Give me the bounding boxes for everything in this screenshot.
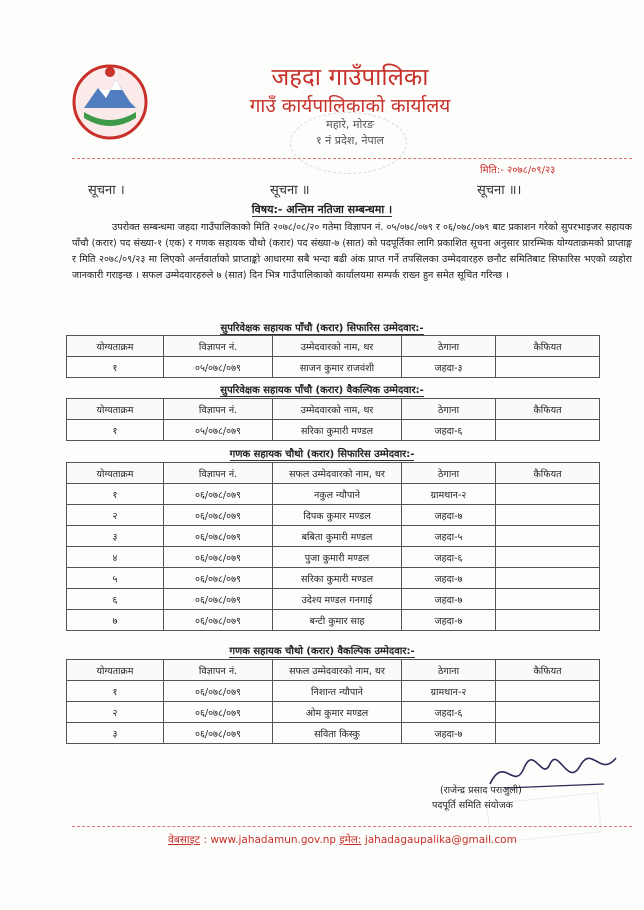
address-line-1: महारे, मोरङ: [326, 118, 374, 131]
cell-ad-number: ०६/०७८/०७९: [164, 681, 273, 702]
email-label: इमेल:: [339, 834, 362, 846]
column-header: विज्ञापन नं.: [164, 463, 273, 484]
cell-address: ग्रामथान-२: [402, 484, 496, 505]
cell-ad-number: ०५/०७८/०७९: [164, 357, 273, 378]
section-title: [0, 446, 644, 460]
table-row: [67, 357, 600, 378]
column-header: सफल उम्मेदवारको नाम, थर: [273, 660, 402, 681]
footer-contact: [168, 833, 517, 847]
section-title: [0, 320, 644, 334]
cell-address: जहदा-६: [402, 420, 496, 441]
header-divider: [72, 158, 632, 159]
table-row: [67, 702, 600, 723]
cell-rank: २: [67, 505, 164, 526]
section-title: [0, 643, 644, 657]
table-header-row: [67, 463, 600, 484]
cell-remarks: [496, 484, 600, 505]
cell-rank: ३: [67, 526, 164, 547]
cell-remarks: [496, 526, 600, 547]
cell-name: सरिका कुमारी मण्डल: [273, 568, 402, 589]
table-row: [67, 568, 600, 589]
table-header-row: [67, 399, 600, 420]
column-header: ठेगाना: [402, 660, 496, 681]
cell-remarks: [496, 723, 600, 744]
section-title: [0, 382, 644, 396]
cell-name: उदेश्य मण्डल गनगाई: [273, 589, 402, 610]
body-paragraph: उपरोक्त सम्बन्धमा जहदा गाउँपालिकाको मिति २०७८/०८/२० गतेमा विज्ञापन नं. ०५/०७८/०७९ र ०६/०७८/०७९ बाट प्रकाशन गरेको सुपरभाइजर सहायक पाँचौ (करार) पद संख्या-१ (एक) र गणक सहायक चौथो (करार) पद संख्या-७ (सात) को पदपूर्तिका लागि प्रकाशित सूचना अनुसार प्रारम्भिक योग्यताक्रमको प्राप्ताङ्ग र मिति २०७८/०९/२३ मा लिएको अर्न्तवार्ताको प्राप्ताङ्को आधारमा सबै भन्दा बढी अंक प्राप्त गर्ने तपसिलका उम्मेदवारहरु छनौट समितिबाट सिफारिस भएको व्यहोरा जानकारी गराइन्छ । सफल उम्मेदवारहरुले ७ (सात) दिन भित्र गाउँपालिकाको कार्यालयमा सम्पर्क राख्न हुन समेत सूचित गरिन्छ ।: [72, 222, 632, 281]
cell-rank: १: [67, 484, 164, 505]
column-header: योग्यताक्रम: [67, 336, 164, 357]
section-title-text: गणक सहायक चौथो (करार) सिफारिस उम्मेदवार:-: [229, 449, 415, 460]
table-header-row: [67, 660, 600, 681]
signatory-name: (राजेन्द्र प्रसाद पराजुली): [440, 785, 522, 796]
cell-remarks: [496, 505, 600, 526]
column-header: उम्मेदवारको नाम, थर: [273, 399, 402, 420]
table-row: [67, 484, 600, 505]
table-row: [67, 505, 600, 526]
cell-rank: ६: [67, 589, 164, 610]
cell-address: जहदा-३: [402, 357, 496, 378]
cell-rank: १: [67, 681, 164, 702]
cell-ad-number: ०६/०७८/०७९: [164, 589, 273, 610]
table-row: [67, 547, 600, 568]
cell-address: जहदा-७: [402, 610, 496, 631]
cell-address: जहदा-७: [402, 723, 496, 744]
cell-rank: ५: [67, 568, 164, 589]
results-table: [66, 398, 600, 441]
column-header: विज्ञापन नं.: [164, 336, 273, 357]
cell-remarks: [496, 681, 600, 702]
column-header: योग्यताक्रम: [67, 399, 164, 420]
column-header: कैफियत: [496, 399, 600, 420]
cell-rank: ३: [67, 723, 164, 744]
cell-address: जहदा-६: [402, 547, 496, 568]
table-row: [67, 610, 600, 631]
results-table: [66, 659, 600, 744]
column-header: कैफियत: [496, 336, 600, 357]
office-stamp: [290, 112, 407, 174]
cell-address: जहदा-५: [402, 526, 496, 547]
column-header: उम्मेदवारको नाम, थर: [273, 336, 402, 357]
cell-name: सविता किस्कु: [273, 723, 402, 744]
cell-ad-number: ०६/०७८/०७९: [164, 610, 273, 631]
subject-text: विषय:- अन्तिम नतिजा सम्बन्धमा ।: [251, 203, 393, 216]
column-header: कैफियत: [496, 463, 600, 484]
table-row: [67, 723, 600, 744]
government-emblem-icon: [70, 62, 150, 142]
cell-name: बन्टी कुमार साह: [273, 610, 402, 631]
email-link[interactable]: jahadagaupalika@gmail.com: [364, 834, 517, 846]
results-table: [66, 462, 600, 631]
cell-address: जहदा-७: [402, 568, 496, 589]
cell-name: पुजा कुमारी मण्डल: [273, 547, 402, 568]
notice-label-1: सूचना ।: [88, 183, 125, 198]
cell-name: बबिता कुमारी मण्डल: [273, 526, 402, 547]
website-label: वेबसाइट: [168, 834, 201, 846]
column-header: विज्ञापन नं.: [164, 660, 273, 681]
office-name: गाउँ कार्यपालिकाको कार्यालय: [249, 95, 451, 117]
section-title-text: सुपरिवेक्षक सहायक पाँचौ (करार) वैकल्पिक उम्मेदवार:-: [220, 385, 424, 396]
column-header: ठेगाना: [402, 463, 496, 484]
table-row: [67, 526, 600, 547]
table-row: [67, 589, 600, 610]
organization-name: जहदा गाउँपालिका: [271, 63, 429, 91]
cell-address: जहदा-७: [402, 505, 496, 526]
cell-remarks: [496, 568, 600, 589]
column-header: सफल उम्मेदवारको नाम, थर: [273, 463, 402, 484]
cell-ad-number: ०६/०७८/०७९: [164, 568, 273, 589]
column-header: योग्यताक्रम: [67, 660, 164, 681]
subject-line: [0, 202, 644, 217]
table-row: [67, 681, 600, 702]
footer-divider: [72, 826, 632, 827]
column-header: योग्यताक्रम: [67, 463, 164, 484]
cell-remarks: [496, 610, 600, 631]
cell-name: नकुल न्यौपाने: [273, 484, 402, 505]
cell-rank: २: [67, 702, 164, 723]
cell-address: जहदा-७: [402, 589, 496, 610]
signatory-title: पदपूर्ति समिति संयोजक: [432, 800, 513, 811]
cell-remarks: [496, 357, 600, 378]
address-line-2: १ नं प्रदेश, नेपाल: [315, 134, 385, 147]
cell-address: जहदा-६: [402, 702, 496, 723]
notice-label-3: सूचना ॥।: [477, 183, 522, 198]
cell-name: निशान्त न्यौपाने: [273, 681, 402, 702]
cell-ad-number: ०६/०७८/०७९: [164, 702, 273, 723]
cell-name: सरिका कुमारी मण्डल: [273, 420, 402, 441]
table-row: [67, 420, 600, 441]
date: मिति:- २०७८/०९/२३: [480, 165, 556, 176]
cell-address: ग्रामथान-२: [402, 681, 496, 702]
cell-remarks: [496, 589, 600, 610]
column-header: ठेगाना: [402, 336, 496, 357]
cell-rank: १: [67, 357, 164, 378]
column-header: विज्ञापन नं.: [164, 399, 273, 420]
cell-remarks: [496, 420, 600, 441]
cell-name: दिपक कुमार मण्डल: [273, 505, 402, 526]
results-table: [66, 335, 600, 378]
column-header: कैफियत: [496, 660, 600, 681]
table-header-row: [67, 336, 600, 357]
cell-name: साजन कुमार राजवंशी: [273, 357, 402, 378]
cell-ad-number: ०६/०७८/०७९: [164, 484, 273, 505]
notice-label-2: सूचना ॥: [270, 183, 310, 198]
cell-ad-number: ०६/०७८/०७९: [164, 526, 273, 547]
website-link[interactable]: : www.jahadamun.gov.np: [203, 834, 337, 846]
section-title-text: गणक सहायक चौथो (करार) वैकल्पिक उम्मेदवार:-: [229, 646, 415, 657]
cell-ad-number: ०६/०७८/०७९: [164, 505, 273, 526]
cell-name: ओम कुमार मण्डल: [273, 702, 402, 723]
section-title-text: सुपरिवेक्षक सहायक पाँचौ (करार) सिफारिस उम्मेदवार:-: [220, 323, 424, 334]
column-header: ठेगाना: [402, 399, 496, 420]
cell-ad-number: ०६/०७८/०७९: [164, 723, 273, 744]
cell-remarks: [496, 702, 600, 723]
cell-ad-number: ०५/०७८/०७९: [164, 420, 273, 441]
cell-rank: १: [67, 420, 164, 441]
cell-rank: ७: [67, 610, 164, 631]
cell-remarks: [496, 547, 600, 568]
cell-ad-number: ०६/०७८/०७९: [164, 547, 273, 568]
cell-rank: ४: [67, 547, 164, 568]
